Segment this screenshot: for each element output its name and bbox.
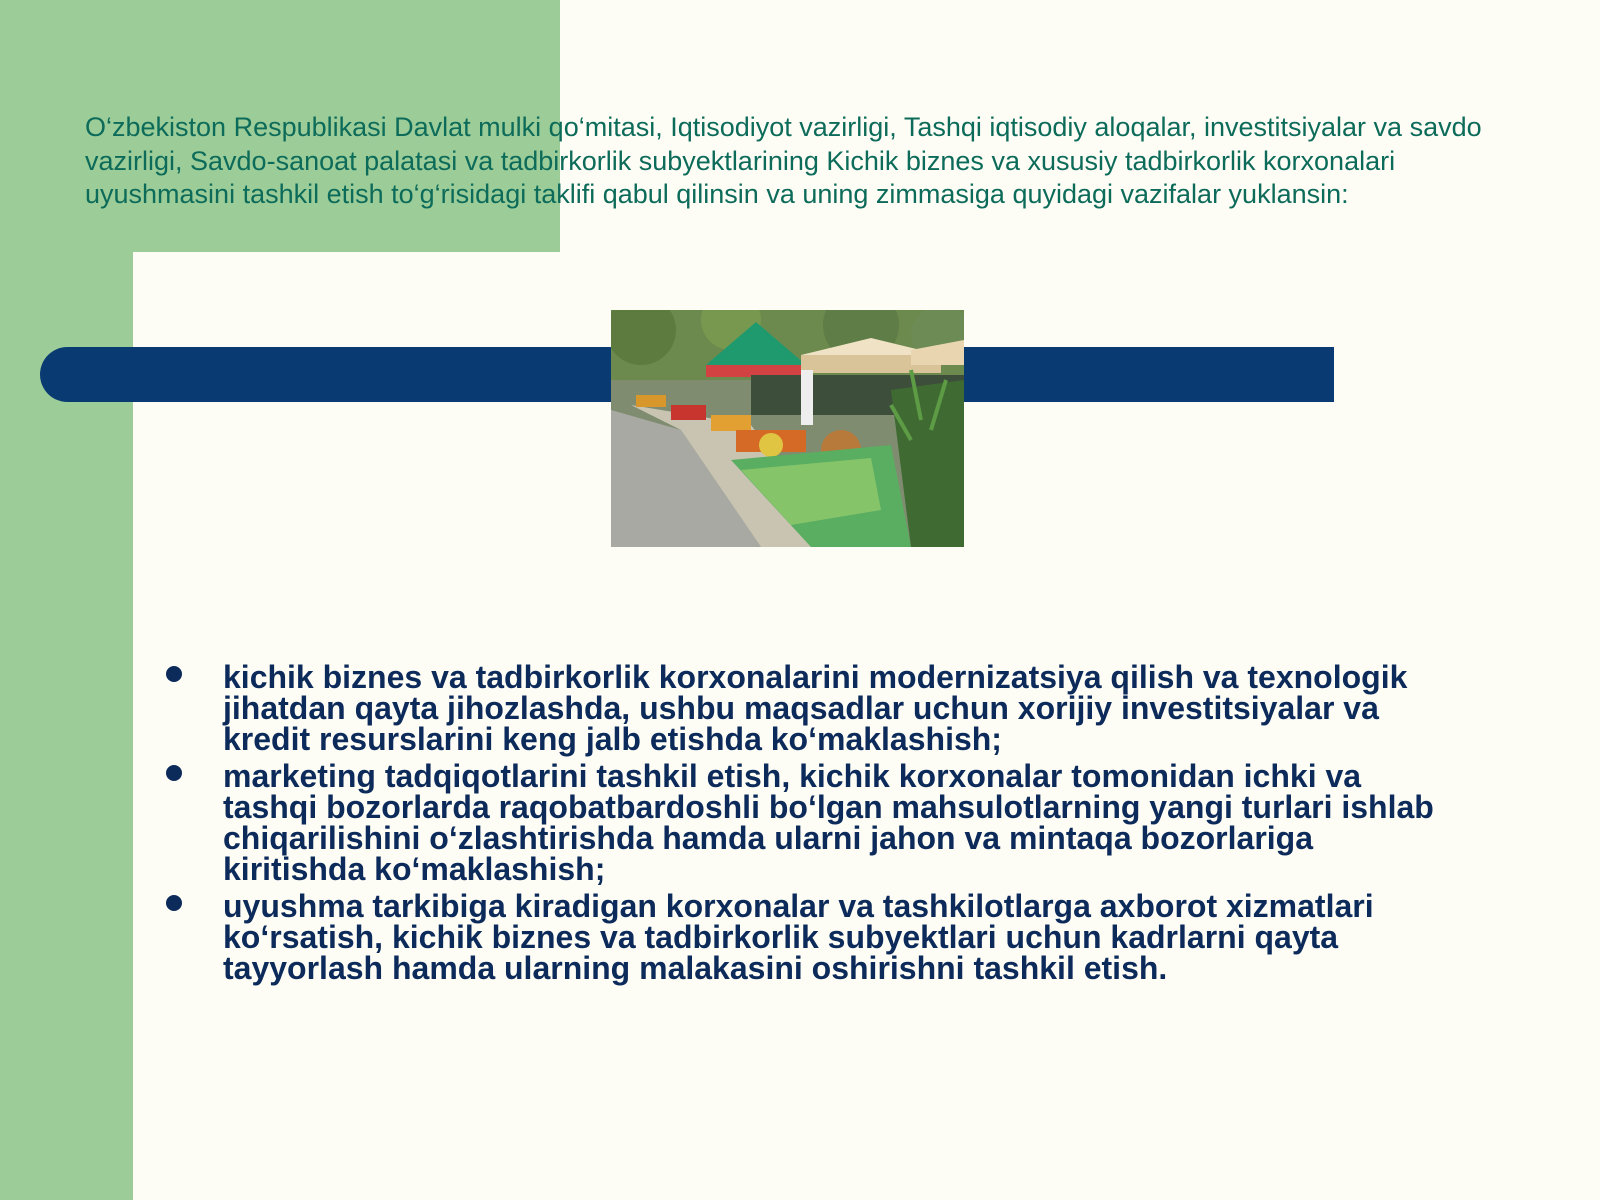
intro-paragraph: O‘zbekiston Respublikasi Davlat mulki qo‘mitasi, Iqtisodiyot vazirligi, Tashqi iqtisodiy aloqalar, investitsiyalar va savdo vazirligi, Savdo-sanoat palatasi va tadbirkorlik subyektlarining Kichik biznes va xususiy tadbirkorlik korxonalari uyushmasini tashkil etish to‘g‘risidagi taklifi qabul qilinsin va uning zimmasiga quyidagi vazifalar yuklansin:: [85, 112, 1482, 209]
bullet-icon: [166, 895, 182, 911]
list-item: [162, 659, 1462, 757]
task-list: [162, 659, 1462, 990]
bullet-icon: [166, 765, 182, 781]
bullet-icon: [166, 666, 182, 682]
market-photo: [611, 310, 964, 547]
list-item-text: kichik biznes va tadbirkorlik korxonalarini modernizatsiya qilish va texnologik jihatdan qayta jihozlashda, ushbu maqsadlar uchun xorijiy investitsiyalar va kredit resurslarini keng jalb etishda ko‘maklashish;: [223, 659, 1408, 757]
list-item-text: marketing tadqiqotlarini tashkil etish, kichik korxonalar tomonidan ichki va tashqi bozorlarda raqobatbardoshli bo‘lgan mahsulotlarning yangi turlari ishlab chiqarilishini o‘zlashtirishda hamda ularni jahon va mintaqa bozorlariga kiritishda ko‘maklashish;: [223, 758, 1434, 887]
list-item: [162, 888, 1462, 986]
list-item: [162, 758, 1462, 887]
list-item-text: uyushma tarkibiga kiradigan korxonalar va tashkilotlarga axborot xizmatlari ko‘rsatish, kichik biznes va tadbirkorlik subyektlari uchun kadrlarni qayta tayyorlash hamda ularning malakasini oshirishni tashkil etish.: [223, 888, 1374, 986]
